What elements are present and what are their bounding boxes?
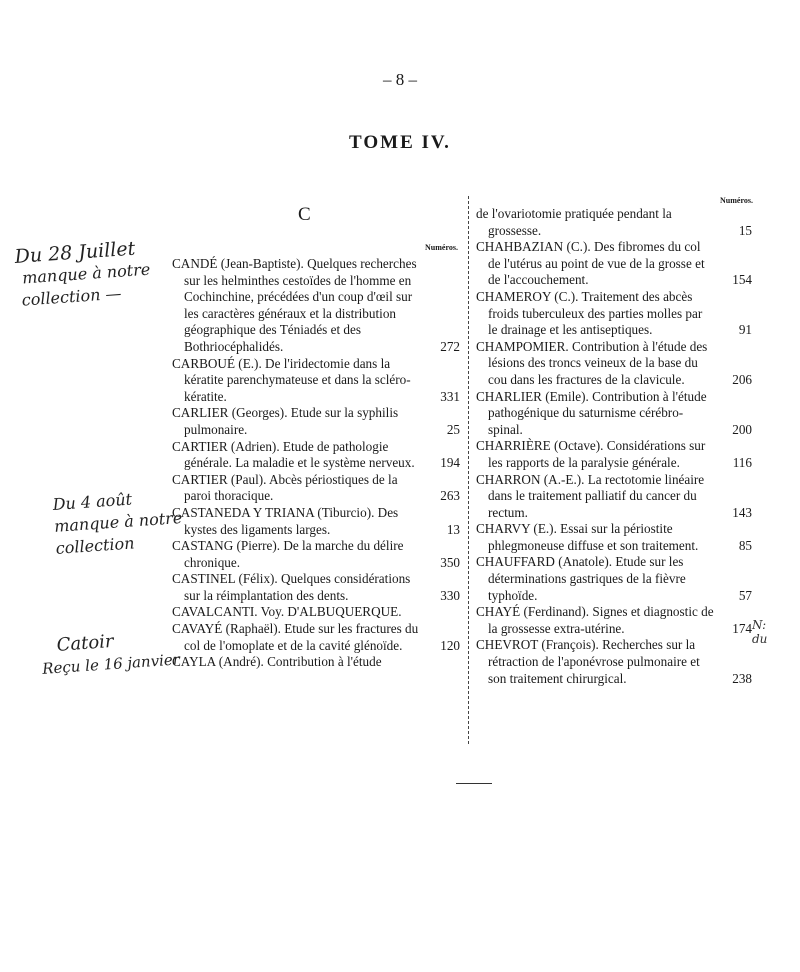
list-item	[476, 472, 752, 522]
handwritten-note-2	[52, 485, 185, 560]
entry-text: CHARLIER (Emile). Contribution à l'étude pathogénique du saturnisme cérébro-spinal.	[476, 388, 707, 437]
entry-text: CARBOUÉ (E.). De l'iridectomie dans la kératite parenchymateuse et dans la scléro-kératite.	[172, 355, 411, 404]
entry-text: CHAMPOMIER. Contribution à l'étude des lésions des troncs veineux de la base du cou dans les fractures de la clavicule.	[476, 338, 708, 387]
tome-title: TOME IV.	[349, 132, 451, 153]
entry-text: CANDÉ (Jean-Baptiste). Quelques recherches sur les helminthes cestoïdes de l'homme en Cochinchine, précédées d'un coup d'œil sur les caractères généraux et la distribution géographique des Téniadés et des Bothriocéphalidés.	[172, 256, 417, 354]
note-line: collection	[55, 533, 136, 558]
entry-text: de l'ovariotomie pratiquée pendant la grossesse.	[476, 206, 672, 238]
entry-text: CHARRON (A.-E.). La rectotomie linéaire dans le traitement palliatif du cancer du rectum.	[476, 471, 705, 520]
list-item	[172, 604, 460, 621]
entry-number: 206	[732, 371, 752, 387]
list-item	[476, 239, 752, 289]
entry-text: CASTINEL (Félix). Quelques considérations sur la réimplantation des dents.	[172, 571, 411, 603]
list-item	[476, 339, 752, 389]
entry-text: CARLIER (Georges). Etude sur la syphilis pulmonaire.	[172, 405, 399, 437]
left-column	[172, 256, 460, 671]
margin-note-right: N: du	[752, 618, 768, 646]
numeros-header-right: Numéros.	[720, 196, 753, 205]
entry-number: 15	[738, 222, 752, 238]
entry-text: CHAYÉ (Ferdinand). Signes et diagnostic de la grossesse extra-utérine.	[476, 604, 714, 636]
entry-number: 91	[738, 322, 752, 338]
entry-text: CHARRIÈRE (Octave). Considérations sur les rapports de la paralysie générale.	[476, 438, 706, 470]
entry-number: 120	[440, 637, 460, 653]
list-item	[476, 637, 752, 687]
list-item	[172, 505, 460, 538]
entry-number: 116	[732, 454, 752, 470]
entry-text: CHAUFFARD (Anatole). Etude sur les déterminations gastriques de la fièvre typhoïde.	[476, 554, 686, 603]
entry-text: CASTANEDA Y TRIANA (Tiburcio). Des kystes des ligaments larges.	[172, 504, 399, 537]
entry-number: 13	[446, 521, 460, 537]
entry-text: CAVAYÉ (Raphaël). Etude sur les fractures du col de l'omoplate et de la cavité glénoïde.	[172, 621, 419, 653]
note-line: Catoir	[55, 630, 115, 656]
entry-number: 200	[732, 421, 752, 437]
list-item	[476, 554, 752, 604]
entry-text: CARTIER (Adrien). Etude de pathologie générale. La maladie et le système nerveux.	[172, 438, 415, 471]
entry-text: CHAMEROY (C.). Traitement des abcès froids tuberculeux des parties molles par le drainage et les antiseptiques.	[476, 288, 703, 338]
entry-number: 57	[738, 587, 752, 603]
entry-number: 350	[440, 554, 460, 570]
entry-number: 263	[440, 488, 460, 504]
note-line: Du 4 août	[52, 489, 133, 514]
list-item	[476, 389, 752, 439]
note-line: collection —	[21, 283, 123, 310]
entry-text: CHAHBAZIAN (C.). Des fibromes du col de l'utérus au point de vue de la grosse et de l'accouchement.	[476, 239, 705, 288]
column-divider	[468, 196, 469, 744]
entry-number: 331	[440, 388, 460, 404]
entry-text: CAVALCANTI. Voy. D'ALBUQUERQUE.	[172, 604, 402, 620]
entry-number: 238	[732, 670, 752, 686]
entry-text: CHARVY (E.). Essai sur la périostite phlegmoneuse diffuse et son traitement.	[476, 521, 699, 553]
entry-text: CARTIER (Paul). Abcès périostiques de la paroi thoracique.	[172, 471, 398, 504]
footer-rule	[456, 783, 492, 784]
entry-text: CHEVROT (François). Recherches sur la rétraction de l'aponévrose pulmonaire et son traitement chirurgical.	[476, 637, 700, 686]
list-item	[172, 256, 460, 356]
list-item	[172, 405, 460, 438]
entry-number: 25	[446, 421, 460, 437]
list-item	[476, 438, 752, 471]
list-item	[172, 654, 460, 671]
list-item	[172, 439, 460, 472]
entry-number: 330	[440, 587, 460, 603]
note-line: Du 28 Juillet	[14, 237, 136, 268]
right-column	[476, 206, 752, 687]
entry-number: 272	[440, 338, 460, 354]
note-line: manque à notre	[21, 259, 151, 288]
entry-number: 143	[732, 504, 752, 520]
list-item	[172, 621, 460, 654]
list-item	[172, 472, 460, 505]
entry-text: CASTANG (Pierre). De la marche du délire chronique.	[172, 538, 404, 570]
page-number: – 8 –	[383, 70, 417, 89]
entry-text: CAYLA (André). Contribution à l'étude	[172, 654, 382, 670]
handwritten-note-3	[40, 626, 181, 680]
entry-number: 174	[732, 620, 752, 636]
list-item	[476, 521, 752, 554]
numeros-header-left: Numéros.	[425, 243, 458, 252]
list-item	[476, 604, 752, 637]
entry-number: 85	[738, 537, 752, 553]
list-item	[172, 356, 460, 406]
list-item	[172, 538, 460, 571]
list-item	[172, 571, 460, 604]
entry-number: 194	[440, 455, 460, 471]
note-line: manque à notre	[53, 507, 183, 536]
note-line: Reçu le 16 janvier	[41, 650, 181, 678]
handwritten-note-1	[14, 237, 153, 312]
list-item	[476, 206, 752, 239]
entry-number: 154	[732, 272, 752, 288]
list-item	[476, 289, 752, 339]
section-letter: C	[298, 204, 311, 225]
